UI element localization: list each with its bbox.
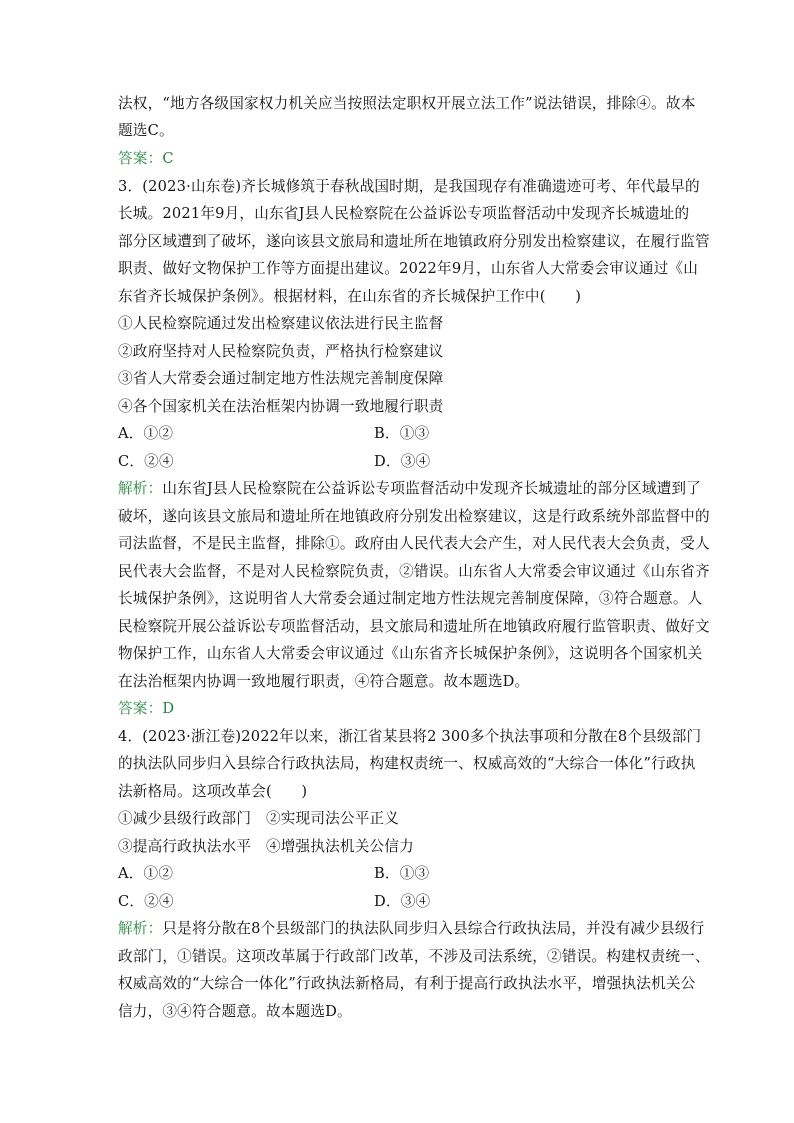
q2-analysis-line-2: 题选C。 [118,122,174,139]
q2-analysis-line-1: 法权，“地方各级国家权力机关应当按照法定职权开展立法工作”说法错误，排除④。故本 [118,95,696,112]
q4-option-b: B．①③ [374,865,430,882]
q4-analysis-label: 解析： [118,920,163,937]
q3-stem-line-2: 长城。2021年9月，山东省J县人民检察院在公益诉讼专项监督活动中发现齐长城遗址的 [118,205,690,222]
q3-answer [118,699,688,719]
q3-options-row-2 [118,452,688,472]
q4-option-a: A．①② [118,865,174,882]
q3-analysis-line-7: 物保护工作，山东省人大常委会审议通过《山东省齐长城保护条例》，这说明各个国家机关 [118,645,703,662]
q3-analysis-label: 解析： [118,480,163,497]
q2-answer-label: 答案： [118,150,163,167]
q3-stem-line-5: 东省齐长城保护条例》。根据材料，在山东省的齐长城保护工作中( ) [118,288,582,305]
q3-analysis-line-8: 在法治框架内协调一致地履行职责，④符合题意。故本题选D。 [118,673,530,690]
q3-analysis-line-4: 民代表大会监督，不是对人民检察院负责，②错误。山东省人大常委会审议通过《山东省齐 [118,563,710,580]
q4-analysis-line-2: 政部门，①错误。这项改革属于行政部门改革，不涉及司法系统，②错误。构建权责统一、 [118,948,710,965]
q4-options-row-2 [118,892,688,912]
q4-option-c: C．②④ [118,893,174,910]
q3-analysis-line-5: 长城保护条例》，这说明省人大常委会通过制定地方性法规完善制度保障，③符合题意。人 [118,590,703,607]
q3-analysis-line-3: 司法监督，不是民主监督，排除①。政府由人民代表大会产生，对人民代表大会负责，受人 [118,535,710,552]
q3-statement-1: ①人民检察院通过发出检察建议依法进行民主监督 [118,315,444,332]
q3-analysis-line-1 [118,479,702,499]
q3-answer-value: D [162,700,175,717]
q4-analysis-line-1 [118,919,705,939]
q3-answer-label: 答案： [118,700,163,717]
q3-statement-4: ④各个国家机关在法治框架内协调一致地履行职责 [118,398,444,415]
q4-analysis-text-1: 只是将分散在8个县级部门的执法队同步归入县综合行政执法局，并没有减少县级行 [162,920,705,937]
q4-options-row-1 [118,864,688,884]
q3-option-d: D．③④ [374,453,431,470]
q3-statement-2: ②政府坚持对人民检察院负责，严格执行检察建议 [118,343,444,360]
q3-options-row-1 [118,424,688,444]
q3-option-b: B．①③ [374,425,430,442]
q3-stem-line-1: 3．(2023·山东卷)齐长城修筑于春秋战国时期，是我国现存有准确遗迹可考、年代最早的 [118,178,700,195]
q4-stem-line-3: 法新格局。这项改革会( ) [118,783,308,800]
q3-option-a: A．①② [118,425,174,442]
q3-statement-3: ③省人大常委会通过制定地方性法规完善制度保障 [118,370,444,387]
q3-analysis-line-6: 民检察院开展公益诉讼专项监督活动，县文旅局和遗址所在地镇政府履行监管职责、做好文 [118,618,710,635]
q3-option-c: C．②④ [118,453,174,470]
q4-stem-line-1: 4．(2023·浙江卷)2022年以来，浙江省某县将2 300多个执法事项和分散在8个县级部门 [118,728,702,745]
q3-analysis-text-1: 山东省J县人民检察院在公益诉讼专项监督活动中发现齐长城遗址的部分区域遭到了 [162,480,702,497]
q4-statement-row-2: ③提高行政执法水平 ④增强执法机关公信力 [118,838,414,855]
q4-statement-row-1: ①减少县级行政部门 ②实现司法公平正义 [118,810,400,827]
q4-stem-line-2: 的执法队同步归入县综合行政执法局，构建权责统一、权威高效的“大综合一体化”行政执 [118,755,696,772]
q3-stem-line-4: 职责、做好文物保护工作等方面提出建议。2022年9月，山东省人大常委会审议通过《山 [118,260,699,277]
q4-analysis-line-4: 信力，③④符合题意。故本题选D。 [118,1003,352,1020]
q4-analysis-line-3: 权威高效的“大综合一体化”行政执法新格局，有利于提高行政执法水平，增强执法机关公 [118,975,696,992]
q4-option-d: D．③④ [374,893,431,910]
q3-stem-line-3: 部分区域遭到了破坏，遂向该县文旅局和遗址所在地镇政府分别发出检察建议，在履行监管 [118,233,710,250]
q2-answer [118,149,688,169]
q2-answer-value: C [162,150,174,167]
q3-analysis-line-2: 破坏，遂向该县文旅局和遗址所在地镇政府分别发出检察建议，这是行政系统外部监督中的 [118,508,710,525]
